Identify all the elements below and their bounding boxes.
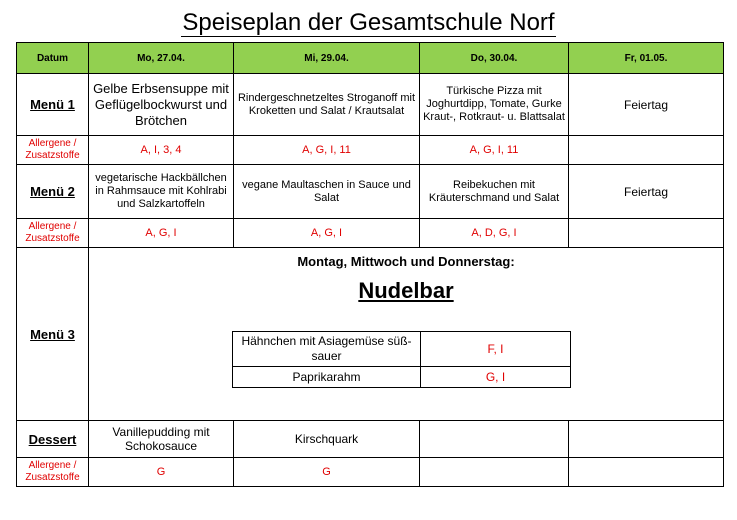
menu3-label: Menü 3 xyxy=(17,248,89,421)
header-day-wed: Mi, 29.04. xyxy=(234,43,420,74)
menu2-allergen-mon: A, G, I xyxy=(89,219,234,248)
header-row xyxy=(17,43,724,74)
header-day-mon: Mo, 27.04. xyxy=(89,43,234,74)
nudelbar-item-allergens: G, I xyxy=(421,367,571,388)
header-day-fri: Fr, 01.05. xyxy=(569,43,724,74)
nudelbar-item-name: Hähnchen mit Asiagemüse süß-sauer xyxy=(233,332,421,367)
menu1-allergen-label: Allergene / Zusatzstoffe xyxy=(17,136,89,165)
menu2-allergen-wed: A, G, I xyxy=(234,219,420,248)
nudelbar-days-heading: Montag, Mittwoch und Donnerstag: xyxy=(297,254,515,269)
menu1-allergen-thu: A, G, I, 11 xyxy=(420,136,569,165)
menu2-dish-fri: Feiertag xyxy=(569,165,724,219)
menu2-label: Menü 2 xyxy=(17,165,89,219)
menu2-dish-thu: Reibekuchen mit Kräuterschmand und Salat xyxy=(420,165,569,219)
menu2-allergen-row xyxy=(17,219,724,248)
dessert-row xyxy=(17,421,724,458)
menu1-label: Menü 1 xyxy=(17,74,89,136)
menu2-allergen-fri xyxy=(569,219,724,248)
dessert-allergen-row xyxy=(17,458,724,487)
nudelbar-item-name: Paprikarahm xyxy=(233,367,421,388)
dessert-dish-wed: Kirschquark xyxy=(234,421,420,458)
menu1-allergen-fri xyxy=(569,136,724,165)
menu2-allergen-thu: A, D, G, I xyxy=(420,219,569,248)
page-title: Speiseplan der Gesamtschule Norf xyxy=(182,9,555,36)
menu1-row xyxy=(17,74,724,136)
dessert-allergen-fri xyxy=(569,458,724,487)
menu2-allergen-label: Allergene / Zusatzstoffe xyxy=(17,219,89,248)
nudelbar-row xyxy=(233,332,571,367)
dessert-dish-fri xyxy=(569,421,724,458)
dessert-allergen-wed: G xyxy=(234,458,420,487)
nudelbar-table xyxy=(232,331,571,388)
dessert-allergen-label: Allergene / Zusatzstoffe xyxy=(17,458,89,487)
menu2-row xyxy=(17,165,724,219)
menu1-allergen-wed: A, G, I, 11 xyxy=(234,136,420,165)
nudelbar-title: Nudelbar xyxy=(358,278,454,303)
nudelbar-cell xyxy=(89,248,724,421)
dessert-label: Dessert xyxy=(17,421,89,458)
nudelbar-item-allergens: F, I xyxy=(421,332,571,367)
header-day-thu: Do, 30.04. xyxy=(420,43,569,74)
menu3-row xyxy=(17,248,724,421)
menu-table xyxy=(16,42,724,487)
header-datum: Datum xyxy=(17,43,89,74)
dessert-allergen-thu xyxy=(420,458,569,487)
dessert-dish-thu xyxy=(420,421,569,458)
menu1-allergen-mon: A, I, 3, 4 xyxy=(89,136,234,165)
menu2-dish-mon: vegetarische Hackbällchen in Rahmsauce mit Kohlrabi und Salzkartoffeln xyxy=(89,165,234,219)
menu1-dish-thu: Türkische Pizza mit Joghurtdipp, Tomate, Gurke Kraut-, Rotkraut- u. Blattsalat xyxy=(420,74,569,136)
dessert-dish-mon: Vanillepudding mit Schokosauce xyxy=(89,421,234,458)
menu1-dish-wed: Rindergeschnetzeltes Stroganoff mit Kroketten und Salat / Krautsalat xyxy=(234,74,420,136)
dessert-allergen-mon: G xyxy=(89,458,234,487)
menu1-allergen-row xyxy=(17,136,724,165)
menu1-dish-fri: Feiertag xyxy=(569,74,724,136)
menu1-dish-mon: Gelbe Erbsensuppe mit Geflügelbockwurst und Brötchen xyxy=(89,74,234,136)
nudelbar-row xyxy=(233,367,571,388)
menu2-dish-wed: vegane Maultaschen in Sauce und Salat xyxy=(234,165,420,219)
